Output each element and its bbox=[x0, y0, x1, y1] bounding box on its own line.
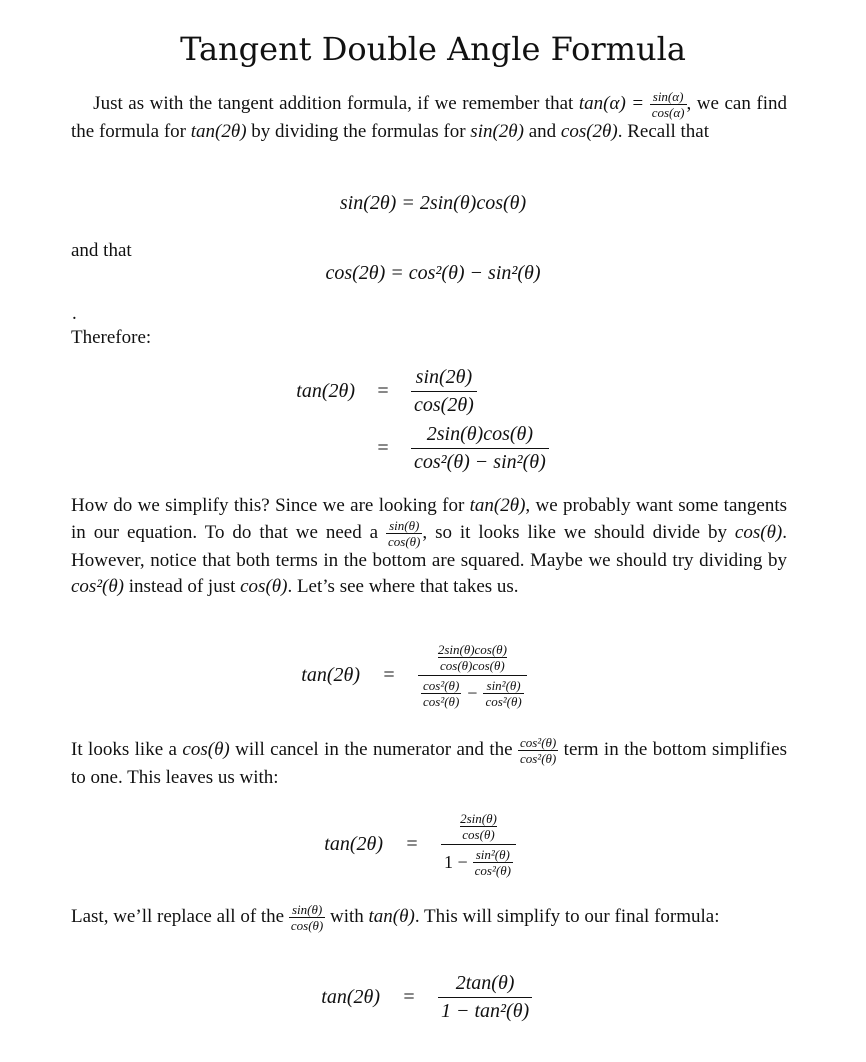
fraction-denominator: cos²(θ) bbox=[519, 751, 557, 766]
tan-simplified-row bbox=[315, 806, 516, 882]
fraction-denominator: 1 − tan²(θ) bbox=[438, 997, 532, 1023]
fraction-numerator: 2sin(θ)cos(θ) bbox=[437, 641, 507, 657]
cos-double-angle-equation: cos(2θ) = cos²(θ) − sin²(θ) bbox=[325, 262, 541, 284]
intro-text-2: , we can find the formula for bbox=[71, 92, 787, 142]
compound-fraction bbox=[418, 643, 527, 708]
numerator-fraction bbox=[458, 812, 499, 841]
fraction-denominator: cos(θ)cos(θ) bbox=[439, 657, 505, 673]
cos-theta-expr: cos(θ) bbox=[182, 738, 230, 760]
tan-compound-fraction-row bbox=[292, 638, 527, 712]
cancel-text-1: It looks like a bbox=[71, 738, 183, 760]
page-title: Tangent Double Angle Formula bbox=[180, 30, 686, 68]
fraction-denominator: cos(θ) bbox=[462, 826, 495, 842]
equation-lhs: tan(2θ) bbox=[324, 832, 383, 855]
replace-text-3: . This will simplify to our final formula: bbox=[414, 905, 720, 927]
fraction-denominator: cos(2θ) bbox=[411, 391, 477, 417]
cos-theta-expr: cos(θ) bbox=[240, 576, 288, 597]
intro-paragraph bbox=[71, 90, 787, 145]
equals-sign: = bbox=[377, 436, 389, 459]
intro-text-5: . Recall that bbox=[617, 121, 710, 142]
final-tan-fraction bbox=[438, 972, 532, 1023]
minus-sign: − bbox=[467, 682, 478, 703]
fraction-numerator: sin(2θ) bbox=[415, 365, 473, 388]
fraction-denominator: cos(θ) bbox=[290, 918, 324, 933]
simplify-text-6: . Let’s see where that takes us. bbox=[287, 576, 519, 597]
tan-alpha-expr: tan(α) = bbox=[578, 92, 645, 114]
fraction-numerator: cos²(θ) bbox=[519, 735, 557, 750]
cos-2theta-expr: cos(2θ) bbox=[560, 121, 618, 142]
intro-text-3: by dividing the formulas for bbox=[246, 121, 471, 142]
fraction-numerator: sin(θ) bbox=[291, 902, 323, 917]
tan-derivation-row-2 bbox=[285, 421, 549, 475]
equals-sign: = bbox=[406, 832, 418, 855]
cos-theta-expr: cos(θ) bbox=[734, 521, 783, 543]
equals-sign: = bbox=[377, 379, 389, 402]
fraction-numerator: sin²(θ) bbox=[486, 677, 521, 693]
simplify-text-1: How do we simplify this? Since we are looking for bbox=[71, 495, 470, 516]
fraction-numerator: 2sin(θ) bbox=[460, 810, 497, 826]
one-minus: 1 − bbox=[444, 851, 468, 872]
equals-sign: = bbox=[403, 985, 415, 1008]
fraction-numerator: sin(θ) bbox=[389, 518, 420, 533]
intro-text-4: and bbox=[523, 121, 561, 142]
cos-over-cos-fraction bbox=[421, 679, 461, 708]
period-mark: . bbox=[72, 303, 77, 324]
simplify-text-5: instead of just bbox=[124, 576, 241, 597]
intro-text-1: Just as with the tangent addition formula, if we remember that bbox=[93, 92, 579, 114]
simplify-text-4: . However, notice that both terms in the bottom are squared. Maybe we should try dividing by bbox=[71, 521, 787, 571]
sin-over-cos-theta-fraction bbox=[289, 903, 325, 932]
cos-squared-ratio-fraction bbox=[518, 736, 558, 765]
fraction-numerator: 2tan(θ) bbox=[455, 971, 515, 994]
cancel-paragraph bbox=[71, 736, 787, 791]
equals-sign: = bbox=[383, 663, 395, 686]
replace-text-2: with bbox=[325, 905, 369, 927]
equation-lhs: tan(2θ) bbox=[296, 379, 355, 402]
expanded-tan-fraction bbox=[411, 423, 549, 474]
sin-over-cos-alpha-fraction bbox=[650, 90, 687, 119]
numerator-fraction bbox=[436, 643, 509, 672]
cancel-text-2: will cancel in the numerator and the bbox=[229, 738, 518, 760]
tan-2theta-expr: tan(2θ) bbox=[469, 495, 526, 516]
equation-lhs: tan(2θ) bbox=[321, 985, 380, 1008]
and-that-text: and that bbox=[71, 240, 132, 261]
replace-paragraph bbox=[71, 903, 787, 932]
sin-over-cos-theta-fraction bbox=[386, 519, 422, 548]
equation-lhs: tan(2θ) bbox=[301, 663, 360, 686]
simplify-text-3: , so it looks like we should divide by bbox=[422, 521, 735, 543]
fraction-denominator: cos(θ) bbox=[388, 534, 421, 549]
fraction-numerator: sin(α) bbox=[652, 89, 684, 104]
replace-text-1: Last, we’ll replace all of the bbox=[71, 905, 289, 927]
final-formula-row bbox=[312, 970, 532, 1024]
sin-over-cos-2theta-fraction bbox=[411, 366, 477, 417]
tan-derivation-row-1 bbox=[285, 364, 477, 418]
fraction-denominator: cos²(θ) bbox=[423, 693, 460, 709]
fraction-denominator: cos²(θ) bbox=[485, 693, 522, 709]
fraction-numerator: cos²(θ) bbox=[423, 677, 460, 693]
fraction-denominator: cos²(θ) − sin²(θ) bbox=[411, 448, 549, 474]
simplified-compound-fraction bbox=[441, 812, 516, 877]
cancel-text-3: term in the bottom simplifies to one. This leaves us with: bbox=[71, 738, 787, 788]
sin-over-cos-fraction bbox=[473, 848, 513, 877]
fraction-numerator: sin²(θ) bbox=[475, 846, 510, 862]
therefore-text: Therefore: bbox=[71, 327, 152, 348]
fraction-numerator: 2sin(θ)cos(θ) bbox=[426, 422, 534, 445]
simplify-text-2: , we probably want some tangents in our equation. To do that we need a bbox=[71, 495, 787, 543]
fraction-denominator: cos²(θ) bbox=[474, 862, 511, 878]
tan-theta-expr: tan(θ) bbox=[368, 905, 415, 927]
simplify-paragraph bbox=[71, 493, 787, 600]
fraction-denominator: cos(α) bbox=[651, 105, 685, 120]
sin-2theta-expr: sin(2θ) bbox=[470, 121, 524, 142]
sin-over-cos-fraction bbox=[483, 679, 523, 708]
sin-double-angle-equation: sin(2θ) = 2sin(θ)cos(θ) bbox=[339, 192, 527, 214]
tan-2theta-expr: tan(2θ) bbox=[190, 121, 247, 142]
cos-squared-theta-expr: cos²(θ) bbox=[71, 576, 125, 597]
